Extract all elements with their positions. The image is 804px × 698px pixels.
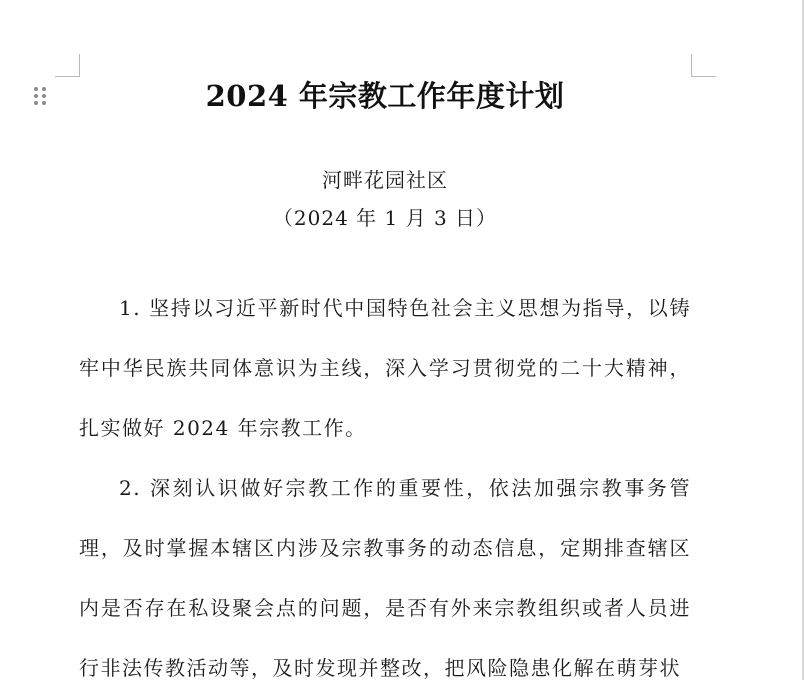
paragraph-1: 1. 坚持以习近平新时代中国特色社会主义思想为指导，以铸牢中华民族共同体意识为主线，深入学习贯彻党的二十大精神，扎实做好 2024 年宗教工作。 <box>79 296 691 440</box>
drag-dot <box>42 101 46 105</box>
top-right-margin-mark <box>691 54 716 77</box>
paragraph-2: 2. 深刻认识做好宗教工作的重要性，依法加强宗教事务管理，及时掌握本辖区内涉及宗教事务的动态信息，定期排查辖区内是否存在私设聚会点的问题，是否有外来宗教组织或者人员进行非法传教活动等，及时发现并整改，把风险隐患化解在萌芽状 <box>79 476 691 680</box>
document-title: 2024 年宗教工作年度计划 <box>205 79 565 113</box>
drag-handle-icon[interactable] <box>34 87 48 107</box>
document-date: （2024 年 1 月 3 日） <box>272 206 498 230</box>
drag-dot <box>34 87 38 91</box>
document-organization: 河畔花园社区 <box>322 168 448 192</box>
top-left-margin-mark <box>55 54 80 77</box>
drag-dot <box>34 94 38 98</box>
document-body <box>79 278 691 698</box>
drag-dot <box>42 94 46 98</box>
drag-dot <box>42 87 46 91</box>
drag-dot <box>34 101 38 105</box>
